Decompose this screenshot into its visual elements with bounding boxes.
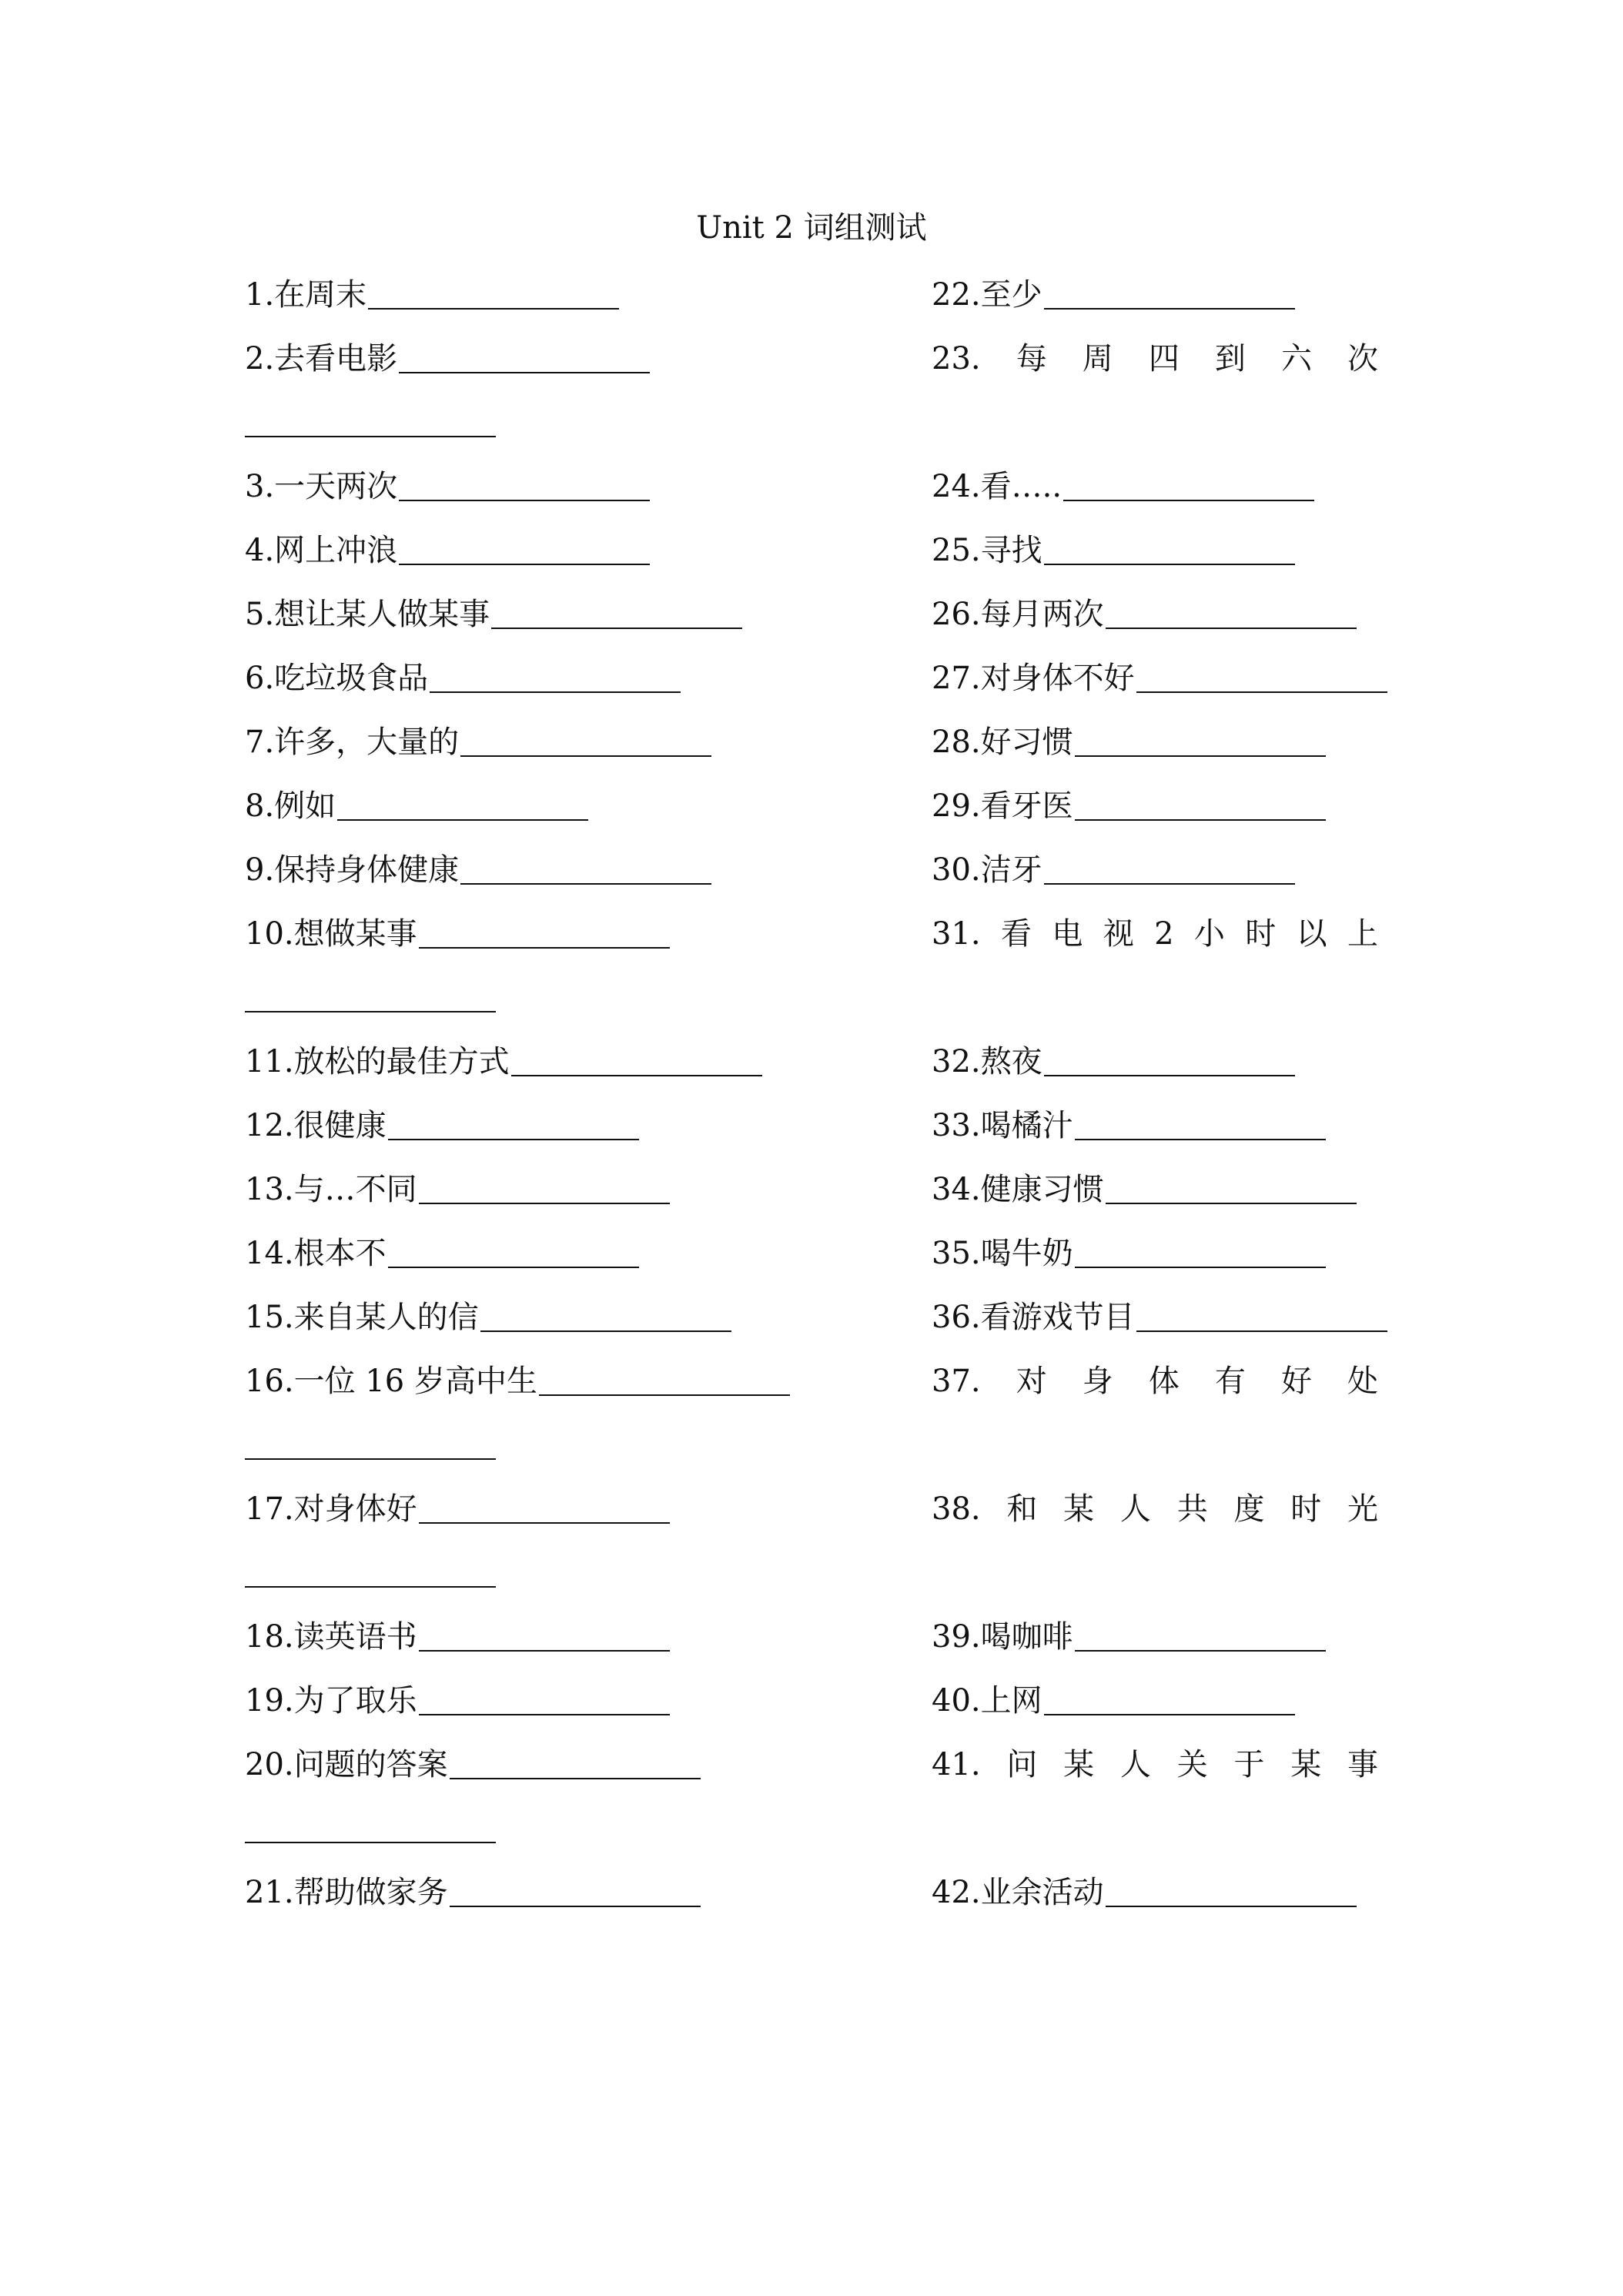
question-label: 25.寻找 [932, 533, 1042, 568]
question-label: 22.至少 [932, 277, 1042, 313]
left-column [245, 271, 876, 1933]
continuation-line [245, 1421, 876, 1485]
question-item [245, 910, 876, 974]
question-label-char: 时 [1290, 1491, 1322, 1527]
answer-blank[interactable] [337, 782, 588, 821]
answer-blank[interactable] [245, 1549, 496, 1588]
question-item [245, 1294, 876, 1357]
question-item [932, 335, 1471, 399]
answer-blank[interactable] [1075, 1102, 1326, 1140]
question-label-char: 到 [1214, 341, 1246, 377]
continuation-line [932, 1421, 1471, 1485]
question-label-char: 某 [1063, 1491, 1095, 1527]
question-item [245, 1166, 876, 1230]
answer-blank[interactable] [1106, 1166, 1357, 1204]
question-item [932, 1613, 1471, 1677]
question-label: 15.来自某人的信 [245, 1300, 479, 1335]
question-item [932, 1357, 1471, 1421]
question-item [245, 1357, 876, 1421]
question-item [932, 1102, 1471, 1166]
question-item [245, 271, 876, 335]
question-label: 35.喝牛奶 [932, 1236, 1073, 1271]
continuation-line [245, 974, 876, 1038]
question-item [932, 1038, 1471, 1102]
question-label-char: 每 [1016, 341, 1047, 377]
question-label-char: 31. [932, 916, 981, 952]
question-label: 42.业余活动 [932, 1875, 1104, 1910]
question-item [245, 1677, 876, 1741]
question-label: 27.对身体不好 [932, 661, 1135, 696]
continuation-line [932, 974, 1471, 1038]
question-item [932, 591, 1471, 654]
question-label: 11.放松的最佳方式 [245, 1044, 510, 1079]
question-label-char: 人 [1119, 1747, 1151, 1782]
question-item [245, 1038, 876, 1102]
answer-blank[interactable] [1063, 463, 1314, 501]
continuation-line [932, 1549, 1471, 1613]
answer-blank[interactable] [1075, 718, 1326, 757]
question-label-char: 好 [1280, 1364, 1312, 1399]
question-label: 34.健康习惯 [932, 1172, 1104, 1207]
answer-blank[interactable] [1044, 846, 1295, 885]
question-label-char: 看 [1000, 916, 1032, 952]
question-label [932, 335, 1378, 383]
answer-blank[interactable] [450, 1741, 701, 1779]
question-item [245, 1741, 876, 1805]
question-label-char: 有 [1214, 1364, 1246, 1399]
question-label: 12.很健康 [245, 1108, 387, 1143]
answer-blank[interactable] [419, 1485, 670, 1524]
answer-blank[interactable] [368, 271, 619, 310]
answer-blank[interactable] [399, 335, 650, 373]
answer-blank[interactable] [1075, 1230, 1326, 1268]
question-item [932, 1677, 1471, 1741]
question-label: 17.对身体好 [245, 1491, 417, 1527]
question-item [245, 527, 876, 591]
answer-blank[interactable] [419, 1613, 670, 1652]
question-label-char: 某 [1290, 1747, 1322, 1782]
question-label: 13.与…不同 [245, 1172, 417, 1207]
question-label-char: 2 [1154, 916, 1174, 952]
answer-blank[interactable] [450, 1869, 701, 1907]
question-item [932, 1294, 1471, 1357]
question-label: 5.想让某人做某事 [245, 597, 490, 632]
question-label [932, 910, 1378, 958]
question-item [245, 591, 876, 654]
question-item [245, 782, 876, 846]
question-item [245, 846, 876, 910]
question-label-char: 光 [1347, 1491, 1378, 1527]
question-item [245, 1230, 876, 1294]
question-label-char: 37. [932, 1364, 981, 1399]
question-label-char: 41. [932, 1747, 981, 1782]
question-label: 7.许多，大量的 [245, 725, 460, 760]
question-label: 26.每月两次 [932, 597, 1104, 632]
question-label-char: 某 [1063, 1747, 1095, 1782]
question-item [245, 463, 876, 527]
answer-blank[interactable] [460, 846, 711, 885]
question-label-char: 周 [1082, 341, 1113, 377]
question-label-char: 电 [1052, 916, 1083, 952]
question-label: 9.保持身体健康 [245, 852, 460, 888]
question-label: 16.一位 16 岁高中生 [245, 1364, 537, 1399]
question-item [932, 1166, 1471, 1230]
answer-blank[interactable] [1075, 1613, 1326, 1652]
question-item [932, 910, 1471, 974]
question-label [932, 1741, 1378, 1789]
question-label: 6.吃垃圾食品 [245, 661, 429, 696]
question-label: 39.喝咖啡 [932, 1619, 1073, 1655]
answer-blank[interactable] [399, 527, 650, 565]
question-label [932, 1357, 1378, 1405]
question-label-char: 处 [1347, 1364, 1378, 1399]
question-item [932, 1230, 1471, 1294]
question-item [245, 1485, 876, 1549]
question-label: 4.网上冲浪 [245, 533, 398, 568]
question-label: 40.上网 [932, 1683, 1042, 1719]
question-label-char: 视 [1103, 916, 1134, 952]
continuation-line [245, 399, 876, 463]
question-label-char: 六 [1280, 341, 1312, 377]
answer-blank[interactable] [419, 1166, 670, 1204]
question-label: 2.去看电影 [245, 341, 398, 377]
answer-blank[interactable] [245, 974, 496, 1012]
answer-blank[interactable] [245, 1421, 496, 1460]
question-item [932, 1869, 1471, 1933]
answer-blank[interactable] [419, 1677, 670, 1715]
answer-blank[interactable] [1136, 1294, 1387, 1332]
answer-blank[interactable] [1106, 591, 1357, 629]
question-item [245, 335, 876, 399]
question-item [932, 271, 1471, 335]
question-label-char: 对 [1016, 1364, 1047, 1399]
answer-blank[interactable] [1044, 271, 1295, 310]
answer-blank[interactable] [1044, 527, 1295, 565]
answer-blank[interactable] [388, 1230, 639, 1268]
question-item [245, 1613, 876, 1677]
question-item [932, 654, 1471, 718]
answer-blank[interactable] [460, 718, 711, 757]
question-label-char: 问 [1006, 1747, 1038, 1782]
answer-blank[interactable] [511, 1038, 762, 1076]
question-label-char: 于 [1233, 1747, 1265, 1782]
question-item [932, 846, 1471, 910]
question-label-char: 身 [1082, 1364, 1113, 1399]
question-label: 21.帮助做家务 [245, 1875, 448, 1910]
question-label-char: 事 [1347, 1747, 1378, 1782]
question-label: 28.好习惯 [932, 725, 1073, 760]
question-label-char: 时 [1245, 916, 1277, 952]
answer-blank[interactable] [480, 1294, 731, 1332]
answer-blank[interactable] [430, 654, 681, 693]
right-column [932, 271, 1471, 1933]
question-label: 20.问题的答案 [245, 1747, 448, 1782]
question-label: 19.为了取乐 [245, 1683, 417, 1719]
question-item [245, 654, 876, 718]
question-label-char: 关 [1176, 1747, 1208, 1782]
question-label-char: 上 [1347, 916, 1378, 952]
answer-blank[interactable] [1106, 1869, 1357, 1907]
question-item [932, 1741, 1471, 1805]
question-label-char: 共 [1176, 1491, 1208, 1527]
question-item [932, 782, 1471, 846]
question-label: 29.看牙医 [932, 788, 1073, 824]
answer-blank[interactable] [419, 910, 670, 949]
answer-blank[interactable] [388, 1102, 639, 1140]
answer-blank[interactable] [245, 1805, 496, 1843]
question-label: 10.想做某事 [245, 916, 417, 952]
question-item [245, 1869, 876, 1933]
question-label: 18.读英语书 [245, 1619, 417, 1655]
continuation-line [245, 1805, 876, 1869]
question-label: 1.在周末 [245, 277, 367, 313]
question-label-char: 体 [1148, 1364, 1180, 1399]
question-label-char: 23. [932, 341, 981, 377]
question-label-char: 次 [1347, 341, 1378, 377]
continuation-line [932, 1805, 1471, 1869]
answer-blank[interactable] [491, 591, 742, 629]
question-label-char: 度 [1233, 1491, 1265, 1527]
question-item [932, 1485, 1471, 1549]
question-item [932, 527, 1471, 591]
answer-blank[interactable] [1136, 654, 1387, 693]
question-label-char: 人 [1119, 1491, 1151, 1527]
question-label: 24.看….. [932, 469, 1062, 504]
question-label [932, 1485, 1378, 1533]
question-label-char: 以 [1296, 916, 1327, 952]
question-label-char: 38. [932, 1491, 981, 1527]
answer-blank[interactable] [1044, 1677, 1295, 1715]
answer-blank[interactable] [399, 463, 650, 501]
answer-blank[interactable] [245, 399, 496, 437]
page-title: Unit 2 词组测试 [696, 210, 927, 246]
question-label: 30.洁牙 [932, 852, 1042, 888]
question-label: 3.一天两次 [245, 469, 398, 504]
question-label-char: 小 [1193, 916, 1225, 952]
continuation-line [245, 1549, 876, 1613]
answer-blank[interactable] [1075, 782, 1326, 821]
answer-blank[interactable] [1044, 1038, 1295, 1076]
question-label: 32.熬夜 [932, 1044, 1042, 1079]
question-item [245, 1102, 876, 1166]
question-item [245, 718, 876, 782]
answer-blank[interactable] [539, 1357, 790, 1396]
question-label-char: 和 [1006, 1491, 1038, 1527]
question-label: 14.根本不 [245, 1236, 387, 1271]
question-label: 33.喝橘汁 [932, 1108, 1073, 1143]
question-label: 36.看游戏节目 [932, 1300, 1135, 1335]
continuation-line [932, 399, 1471, 463]
question-item [932, 463, 1471, 527]
question-label: 8.例如 [245, 788, 336, 824]
question-item [932, 718, 1471, 782]
question-label-char: 四 [1148, 341, 1180, 377]
